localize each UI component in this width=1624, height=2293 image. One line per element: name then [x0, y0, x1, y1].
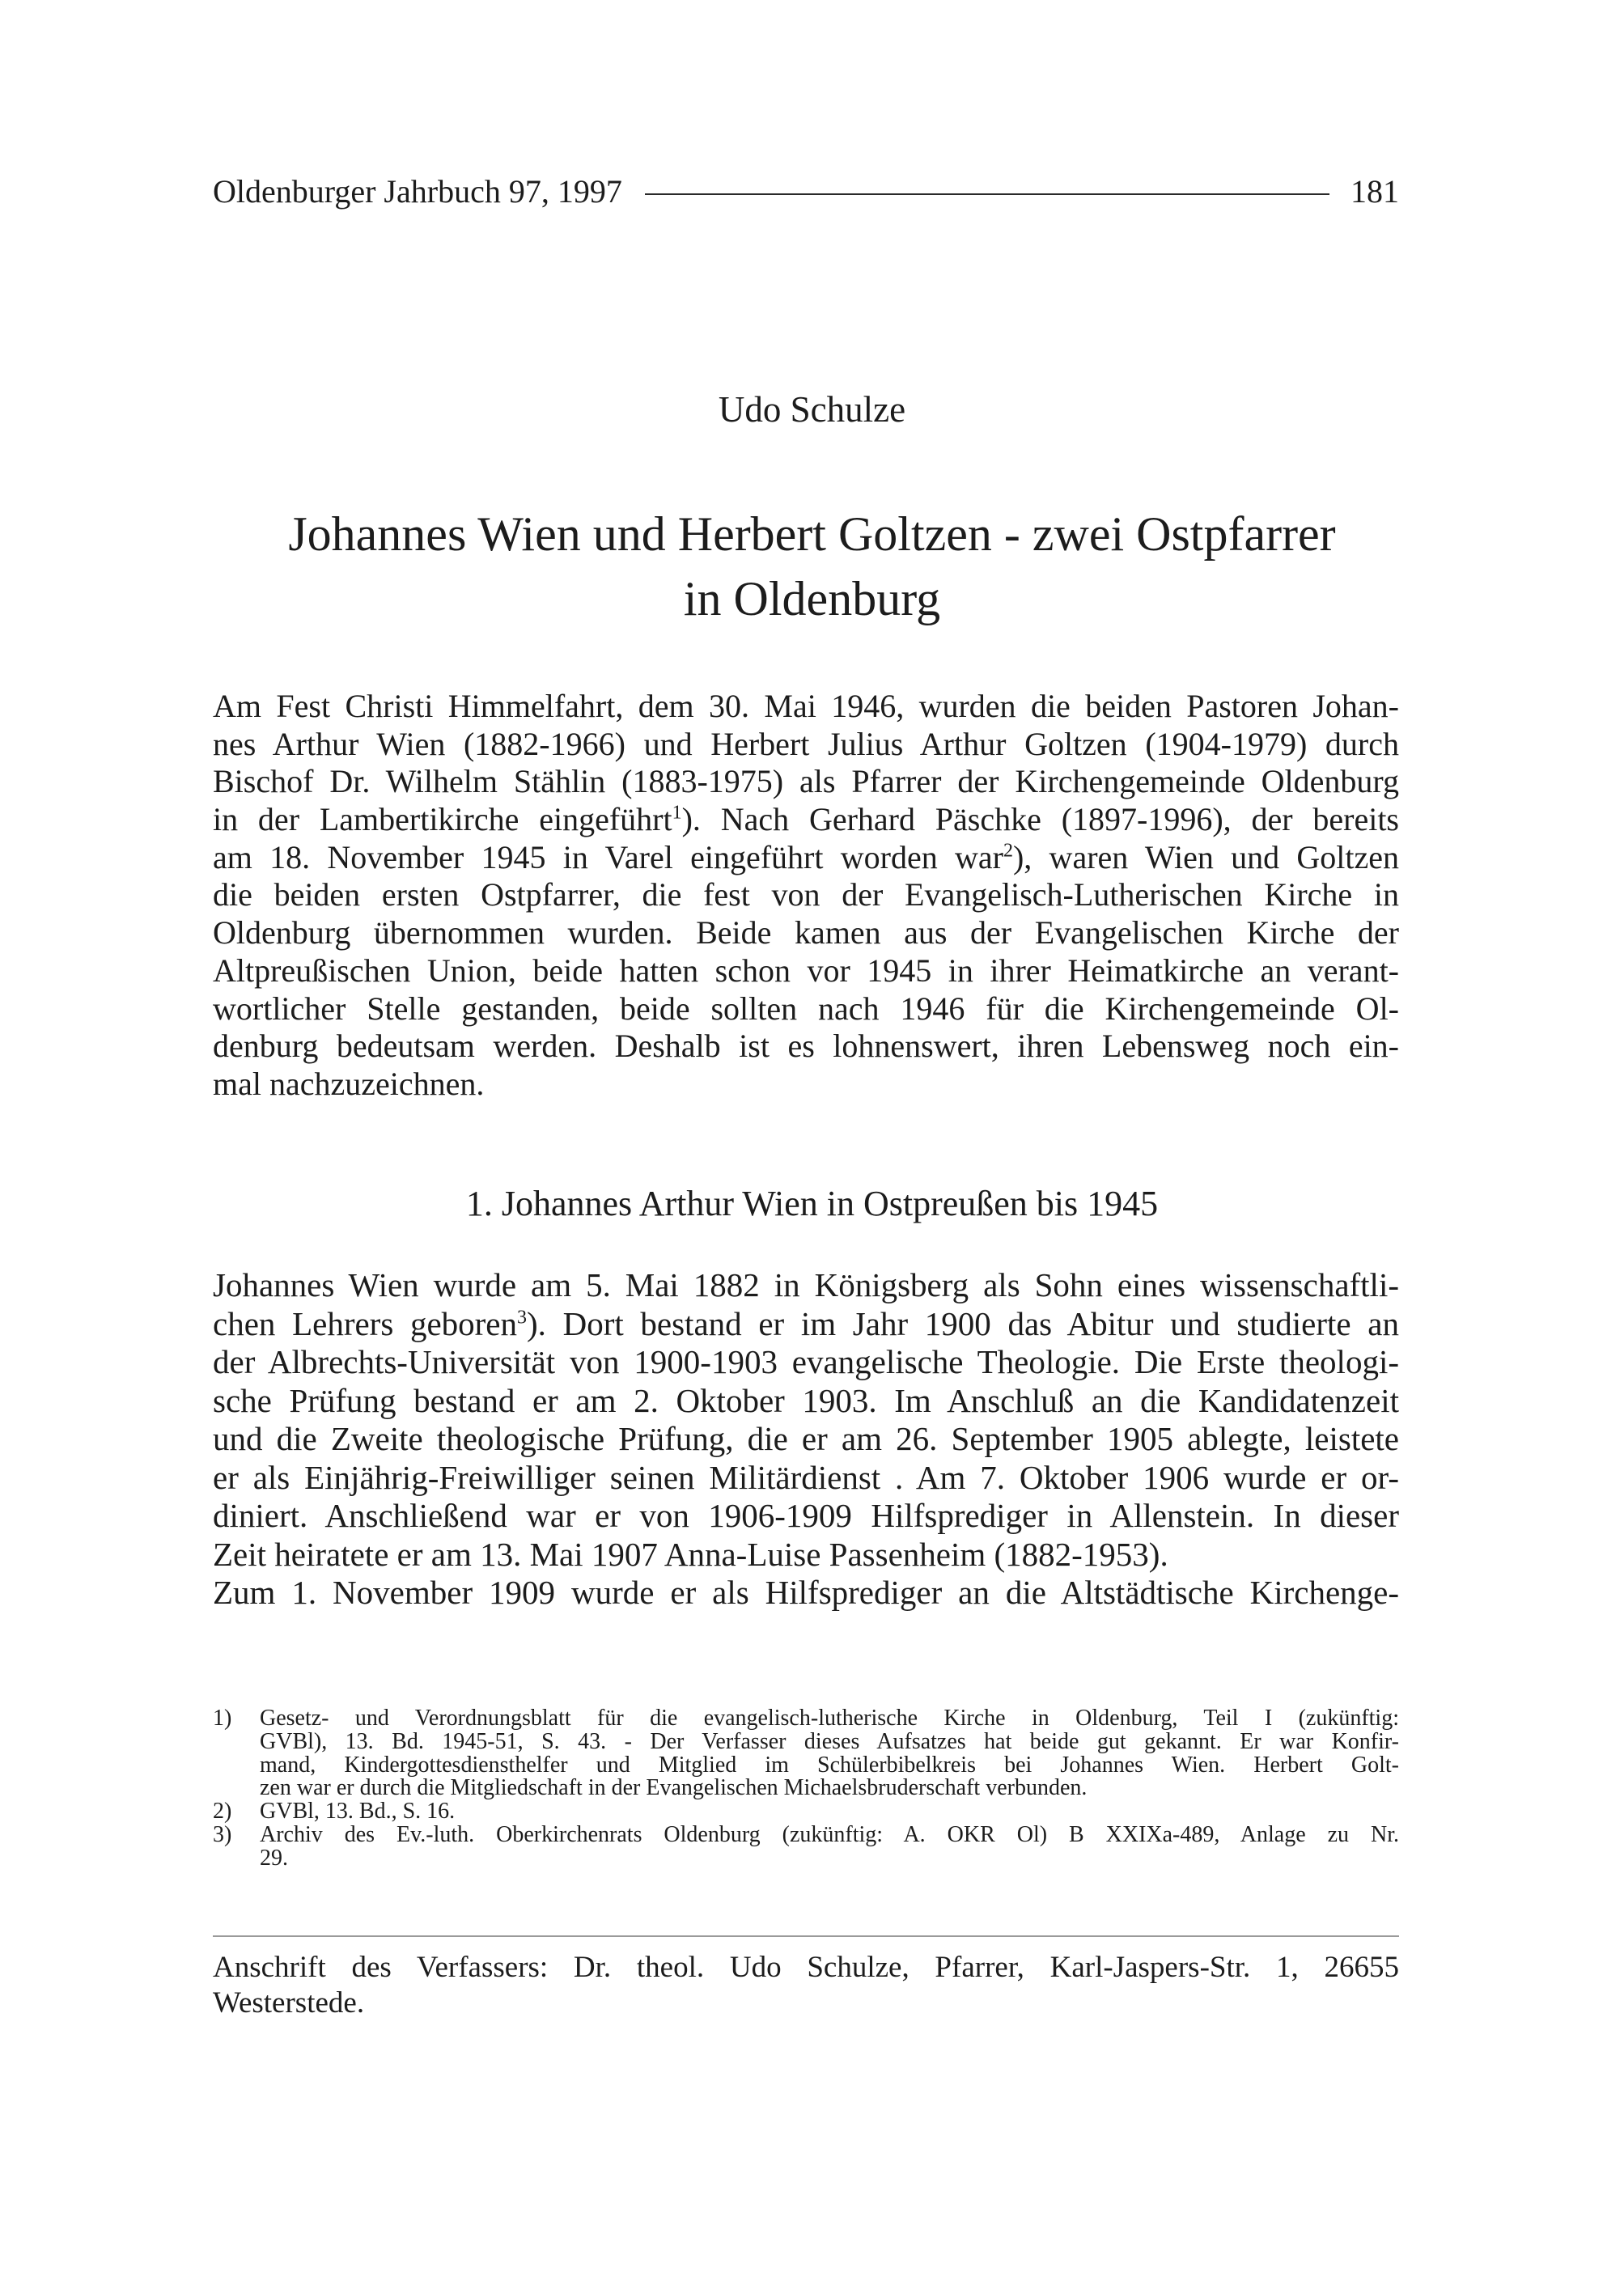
header-rule	[645, 193, 1329, 195]
title-line: in Oldenburg	[683, 572, 941, 625]
text-segment: in der Lambertikirche eingeführt	[213, 801, 672, 838]
text-line: Zeit heiratete er am 13. Mai 1907 Anna-Luise Passenheim (1882-1953).	[213, 1535, 1168, 1573]
text-segment: ), waren Wien und Goltzen	[1012, 838, 1400, 875]
footer-rule	[213, 1935, 1399, 1937]
text-line: der Albrechts-Universität von 1900-1903 evangelische Theologie. Die Erste theologi-	[213, 1343, 1399, 1380]
footnote-number: 2)	[213, 1799, 232, 1825]
text-line: Bischof Dr. Wilhelm Stählin (1883-1975) als Pfarrer der Kirchengemeinde Oldenburg	[213, 763, 1399, 800]
footnote-ref[interactable]: 3	[517, 1306, 527, 1328]
text-line: Altpreußischen Union, beide hatten schon vor 1945 in ihrer Heimatkirche an verant-	[213, 952, 1399, 989]
footnote	[213, 1821, 1399, 1871]
journal-title: Oldenburger Jahrbuch 97, 1997	[213, 172, 622, 210]
title-line: Johannes Wien und Herbert Goltzen - zwei Ostpfarrer	[288, 507, 1336, 561]
text-line	[213, 1305, 1399, 1344]
footnote-text	[260, 1800, 1399, 1824]
text-line: sche Prüfung bestand er am 2. Oktober 1903. Im Anschluß an die Kandidatenzeit	[213, 1381, 1399, 1419]
footnote-text	[260, 1821, 1399, 1871]
footnote-line: Gesetz- und Verordnungsblatt für die evangelisch-lutherische Kirche in Oldenburg, Teil I (zukünftig:	[260, 1706, 1399, 1731]
text-line: diniert. Anschließend war er von 1906-1909 Hilfsprediger in Allenstein. In dieser	[213, 1497, 1399, 1534]
text-segment: ). Nach Gerhard Päschke (1897-1996), der bereits	[681, 801, 1399, 838]
footnote	[213, 1707, 1399, 1800]
footnotes	[213, 1707, 1399, 1871]
address-line: Anschrift des Verfassers: Dr. theol. Udo Schulze, Pfarrer, Karl-Jaspers-Str. 1, 26655	[213, 1951, 1399, 1984]
footnote-line: Archiv des Ev.-luth. Oberkirchenrats Oldenburg (zukünftig: A. OKR Ol) B XXIXa-489, Anlage zu Nr.	[260, 1821, 1399, 1847]
footnote-number: 1)	[213, 1706, 232, 1731]
footnote-text	[260, 1707, 1399, 1800]
page-number: 181	[1351, 172, 1399, 210]
footnote-number: 3)	[213, 1821, 232, 1847]
text-line: mal nachzuzeichnen.	[213, 1065, 485, 1102]
footnote-ref[interactable]: 1	[672, 802, 682, 824]
text-line: wortlicher Stelle gestanden, beide sollten nach 1946 für die Kirchengemeinde Ol-	[213, 990, 1399, 1027]
footnote-line: zen war er durch die Mitgliedschaft in der Evangelischen Michaelsbruderschaft verbunden.	[260, 1775, 1088, 1801]
footnote-line: GVBl), 13. Bd. 1945-51, S. 43. - Der Verfasser dieses Aufsatzes hat beide gut gekannt. Er war Konfir-	[260, 1728, 1399, 1754]
text-line: Zum 1. November 1909 wurde er als Hilfsprediger an die Altstädtische Kirchenge-	[213, 1574, 1399, 1611]
text-line: Johannes Wien wurde am 5. Mai 1882 in Königsberg als Sohn eines wissenschaftli-	[213, 1266, 1399, 1303]
article-title	[0, 502, 1624, 631]
running-head	[213, 170, 1399, 212]
text-line	[213, 839, 1399, 877]
text-line: Oldenburg übernommen wurden. Beide kamen aus der Evangelischen Kirche der	[213, 914, 1399, 952]
text-line: er als Einjährig-Freiwilliger seinen Militärdienst . Am 7. Oktober 1906 wurde er or-	[213, 1458, 1399, 1496]
text-line: denburg bedeutsam werden. Deshalb ist es lohnenswert, ihren Lebensweg noch ein-	[213, 1028, 1399, 1065]
section-heading: 1. Johannes Arthur Wien in Ostpreußen bis 1945	[465, 1184, 1159, 1223]
text-line: die beiden ersten Ostpfarrer, die fest von der Evangelisch-Lutherischen Kirche in	[213, 876, 1399, 913]
footnote-line: mand, Kindergottesdiensthelfer und Mitglied im Schülerbibelkreis bei Johannes Wien. Herbert Golt-	[260, 1752, 1399, 1778]
footnote	[213, 1800, 1399, 1824]
author-address	[213, 1950, 1399, 2021]
text-segment: ). Dort bestand er im Jahr 1900 das Abitur und studierte an	[527, 1304, 1399, 1342]
author-name: Udo Schulze	[718, 389, 906, 430]
text-line	[213, 801, 1399, 839]
footnote-line: 29.	[260, 1845, 288, 1871]
text-segment: chen Lehrers geboren	[213, 1304, 517, 1342]
footnote-ref[interactable]: 2	[1003, 840, 1013, 862]
section-paragraph	[213, 1266, 1399, 1613]
text-line: nes Arthur Wien (1882-1966) und Herbert Julius Arthur Goltzen (1904-1979) durch	[213, 725, 1399, 762]
address-line: Westerstede.	[213, 1986, 365, 2020]
intro-paragraph	[213, 688, 1399, 1104]
text-line: und die Zweite theologische Prüfung, die er am 26. September 1905 ablegte, leistete	[213, 1420, 1399, 1457]
text-line: Am Fest Christi Himmelfahrt, dem 30. Mai 1946, wurden die beiden Pastoren Johan-	[213, 688, 1399, 724]
footnote-line: GVBl, 13. Bd., S. 16.	[260, 1799, 456, 1825]
text-segment: am 18. November 1945 in Varel eingeführt worden war	[213, 838, 1003, 875]
